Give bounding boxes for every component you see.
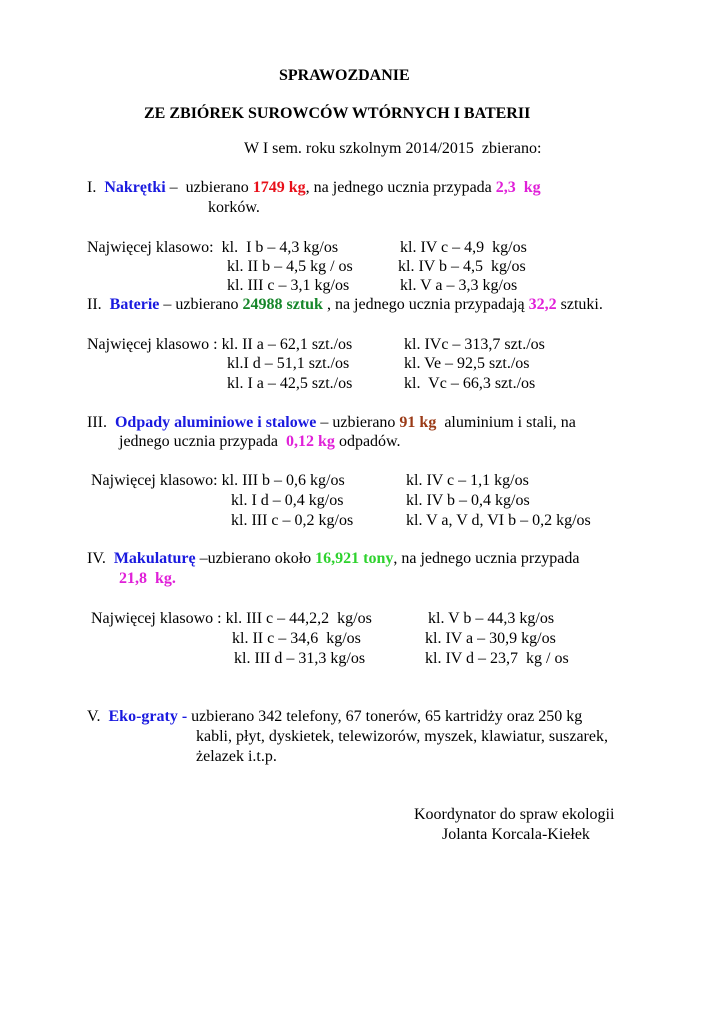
section-5-number: V. bbox=[87, 708, 101, 725]
report-title: SPRAWOZDANIE bbox=[279, 67, 410, 84]
section-3-number: III. bbox=[87, 414, 107, 431]
section-3-text: – uzbierano bbox=[316, 414, 400, 431]
section-4-name: Makulaturę bbox=[113, 550, 196, 567]
section-3-right-1: kl. IV b – 0,4 kg/os bbox=[406, 492, 530, 509]
section-2-line bbox=[87, 295, 603, 314]
section-4-right-1: kl. IV a – 30,9 kg/os bbox=[425, 630, 556, 647]
section-1-left-2: kl. III c – 3,1 kg/os bbox=[227, 277, 350, 294]
section-2-per-student: 32,2 bbox=[528, 296, 557, 313]
section-3-line bbox=[87, 413, 576, 432]
section-1-text-2: , na jednego ucznia przypada bbox=[305, 179, 496, 196]
section-2-name: Baterie bbox=[109, 296, 160, 313]
section-3-continuation bbox=[119, 432, 401, 451]
section-1-continuation: korków. bbox=[208, 199, 260, 216]
section-4-right-0: kl. V b – 44,3 kg/os bbox=[428, 610, 555, 627]
section-1-right-1: kl. IV b – 4,5 kg/os bbox=[398, 258, 526, 275]
section-3-top-label: Najwięcej klasowo: kl. III b – 0,6 kg/os bbox=[91, 472, 345, 489]
section-1-number: I. bbox=[87, 179, 97, 196]
report-subtitle: ZE ZBIÓREK SUROWCÓW WTÓRNYCH I BATERII bbox=[144, 105, 531, 122]
section-1-line bbox=[87, 178, 541, 197]
section-3-text-2: aluminium i stali, na bbox=[436, 414, 576, 431]
section-5-line bbox=[87, 707, 582, 726]
section-3-per-student: 0,12 kg bbox=[286, 433, 335, 450]
section-1-top-label: Najwięcej klasowo: kl. I b – 4,3 kg/os bbox=[87, 239, 339, 256]
section-2-number: II. bbox=[87, 296, 102, 313]
section-4-right-2: kl. IV d – 23,7 kg / os bbox=[425, 650, 569, 667]
section-4-per-student: 21,8 kg. bbox=[119, 570, 176, 587]
section-1-name: Nakrętki bbox=[104, 179, 166, 196]
section-2-amount: 24988 sztuk bbox=[242, 296, 323, 313]
section-2-text-2: , na jednego ucznia przypadają bbox=[322, 296, 529, 313]
coordinator-role: Koordynator do spraw ekologii bbox=[414, 806, 615, 823]
section-4-number: IV. bbox=[87, 550, 106, 567]
section-4-left-1: kl. II c – 34,6 kg/os bbox=[232, 630, 361, 647]
section-4-text: –uzbierano około bbox=[195, 550, 316, 567]
section-1-left-1: kl. II b – 4,5 kg / os bbox=[227, 258, 353, 275]
section-2-right-2: kl. Vc – 66,3 szt./os bbox=[404, 375, 536, 392]
section-1-right-2: kl. V a – 3,3 kg/os bbox=[400, 277, 518, 294]
section-3-right-2: kl. V a, V d, VI b – 0,2 kg/os bbox=[406, 512, 591, 529]
section-5-name: Eko-graty - bbox=[108, 708, 188, 725]
section-2-left-1: kl.I d – 51,1 szt./os bbox=[227, 355, 350, 372]
section-2-text-3: sztuki. bbox=[556, 296, 603, 313]
section-2-text: – uzbierano bbox=[159, 296, 243, 313]
section-3-cont-text-2: odpadów. bbox=[334, 433, 401, 450]
section-4-amount: 16,921 tony bbox=[315, 550, 394, 567]
section-5-continuation-2: żelazek i.t.p. bbox=[196, 748, 277, 765]
section-5-text: uzbierano 342 telefony, 67 tonerów, 65 kartridży oraz 250 kg bbox=[187, 708, 583, 725]
section-2-right-1: kl. Ve – 92,5 szt./os bbox=[404, 355, 530, 372]
section-2-top-label: Najwięcej klasowo : kl. II a – 62,1 szt./os bbox=[87, 336, 353, 353]
intro-line: W I sem. roku szkolnym 2014/2015 zbierano: bbox=[244, 140, 542, 157]
section-3-left-1: kl. I d – 0,4 kg/os bbox=[231, 492, 344, 509]
section-2-left-2: kl. I a – 42,5 szt./os bbox=[227, 375, 353, 392]
section-5-continuation-1: kabli, płyt, dyskietek, telewizorów, myszek, klawiatur, suszarek, bbox=[196, 728, 608, 745]
section-3-cont-text: jednego ucznia przypada bbox=[119, 433, 287, 450]
section-1-per-student: 2,3 kg bbox=[495, 179, 541, 196]
section-1-right-0: kl. IV c – 4,9 kg/os bbox=[400, 239, 527, 256]
section-4-top-label: Najwięcej klasowo : kl. III c – 44,2,2 kg/os bbox=[91, 610, 372, 627]
section-1-text: – uzbierano bbox=[165, 179, 253, 196]
coordinator-name: Jolanta Korcala-Kiełek bbox=[442, 826, 590, 843]
section-1-amount: 1749 kg bbox=[252, 179, 306, 196]
section-4-text-2: , na jednego ucznia przypada bbox=[393, 550, 580, 567]
section-3-amount: 91 kg bbox=[399, 414, 437, 431]
section-2-right-0: kl. IVc – 313,7 szt./os bbox=[404, 336, 545, 353]
section-3-right-0: kl. IV c – 1,1 kg/os bbox=[406, 472, 529, 489]
section-3-name: Odpady aluminiowe i stalowe bbox=[114, 414, 317, 431]
section-4-left-2: kl. III d – 31,3 kg/os bbox=[234, 650, 366, 667]
section-3-left-2: kl. III c – 0,2 kg/os bbox=[231, 512, 354, 529]
section-4-line bbox=[87, 549, 580, 568]
